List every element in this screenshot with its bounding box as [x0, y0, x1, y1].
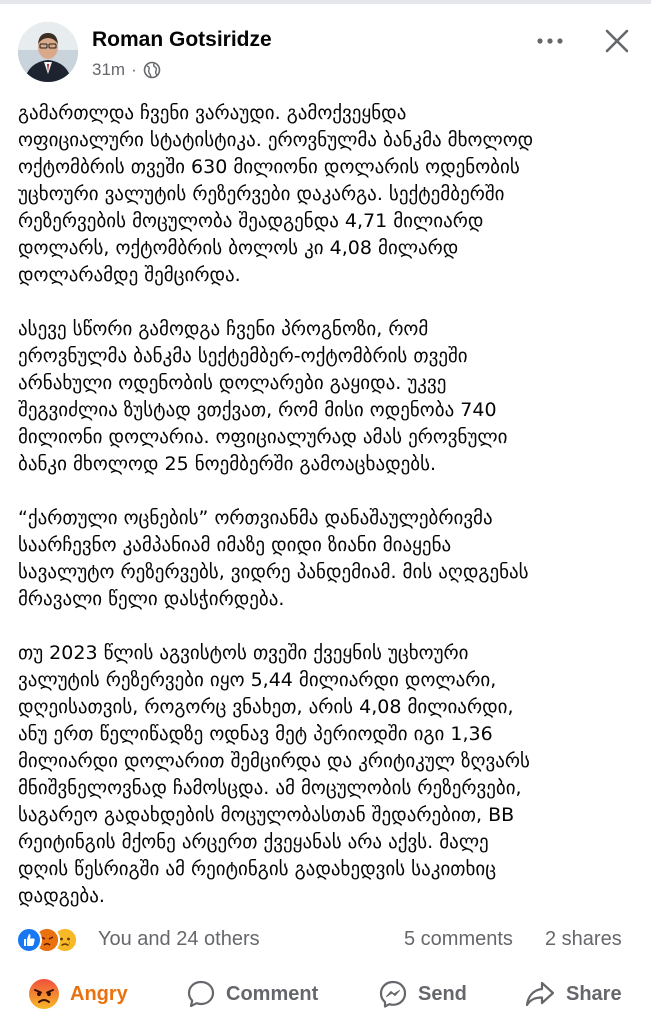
send-button[interactable] — [378, 976, 467, 1012]
post-header — [0, 8, 651, 88]
close-icon — [598, 22, 636, 60]
top-divider — [0, 0, 651, 4]
post-timestamp[interactable]: 31m — [92, 60, 126, 79]
angry-reaction-button[interactable] — [28, 976, 128, 1012]
share-label: Share — [566, 982, 622, 1005]
close-button[interactable] — [598, 22, 636, 60]
post-paragraph-3: “ქართული ოცნების” ორთვიანმა დანაშაულებრივმა საარჩევნო კამპანიამ იმაზე დიდი ზიანი მიაყენა სავალუტო რეზერვებს, ვიდრე პანდემიამ. მის აღდგენას მრავალი წელი დასჭირდება. — [18, 507, 529, 610]
meta-separator: · — [131, 60, 137, 79]
send-label: Send — [418, 982, 467, 1005]
comment-button[interactable] — [186, 976, 318, 1012]
share-icon — [524, 979, 556, 1009]
like-reaction-icon — [16, 927, 42, 953]
engagement-summary — [0, 923, 651, 957]
post-paragraph-2: ასევე სწორი გამოდგა ჩვენი პროგნოზი, რომ ეროვნულმა ბანკმა სექტემბერ-ოქტომბრის თვეში არნახული ოდენობის დოლარები გაყიდა. უკვე შეგვიძლია ზუსტად ვთქვათ, რომ მისი ოდენობა 740 მილიონი დოლარია. ოფიციალურად ამას ეროვნული ბანკი მხოლოდ 25 ნოემბერში გამოაცხადებს. — [18, 318, 508, 475]
comment-icon — [186, 979, 216, 1009]
reaction-icons[interactable] — [16, 927, 96, 953]
post-paragraph-1: გამართლდა ჩვენი ვარაუდი. გამოქვეყნდა ოფიციალური სტატისტიკა. ეროვნულმა ბანკმა მხოლოდ ოქტომბრის თვეში 630 მილიონი დოლარის ოდენობის უცხოური ვალუტის რეზერვები დაკარგა. სექტემბერში რეზერვების მოცულობა შეადგენდა 4,71 მილიარდ დოლარს, ოქტომბრის ბოლოს კი 4,08 მილარდ დოლარამდე შემცირდა. — [18, 102, 534, 286]
angry-face-icon — [28, 978, 60, 1010]
globe-icon — [143, 61, 161, 79]
reactions-count[interactable]: You and 24 others — [98, 928, 260, 950]
angry-label: Angry — [70, 982, 128, 1005]
more-options-button[interactable] — [530, 26, 570, 56]
comment-label: Comment — [226, 982, 319, 1005]
comments-count[interactable]: 5 comments — [404, 928, 513, 950]
post-text — [18, 100, 638, 910]
post-paragraph-4: თუ 2023 წლის აგვისტოს თვეში ქვეყნის უცხოური ვალუტის რეზერვები იყო 5,44 მილიარდი დოლარი, დღეისათვის, როგორც ვნახეთ, არის 4,08 მილიარდი, ანუ ერთ წელიწადზე ოდნავ მეტ პერიოდში იგი 1,36 მილიარდი დოლარით შემცირდა და კრიტიკულ ზღვარს მნიშვნელოვნად ჩამოსცდა. ამ მოცულობის რეზერვები, საგარეო გადახდების მოცულობასთან შედარებით, BB რეიტინგის მქონე არცერთ ქვეყანას არა აქვს. მალე დღის წესრიგში ამ რეიტინგის გადახედვის საკითხიც დადგება. — [18, 642, 530, 907]
shares-count[interactable]: 2 shares — [545, 928, 622, 950]
messenger-icon — [378, 979, 408, 1009]
author-name[interactable]: Roman Gotsiridze — [92, 28, 272, 51]
avatar[interactable] — [18, 22, 78, 82]
more-icon — [530, 26, 570, 56]
share-button[interactable] — [524, 976, 622, 1012]
post-meta — [92, 59, 161, 81]
post-actions — [0, 966, 651, 1022]
